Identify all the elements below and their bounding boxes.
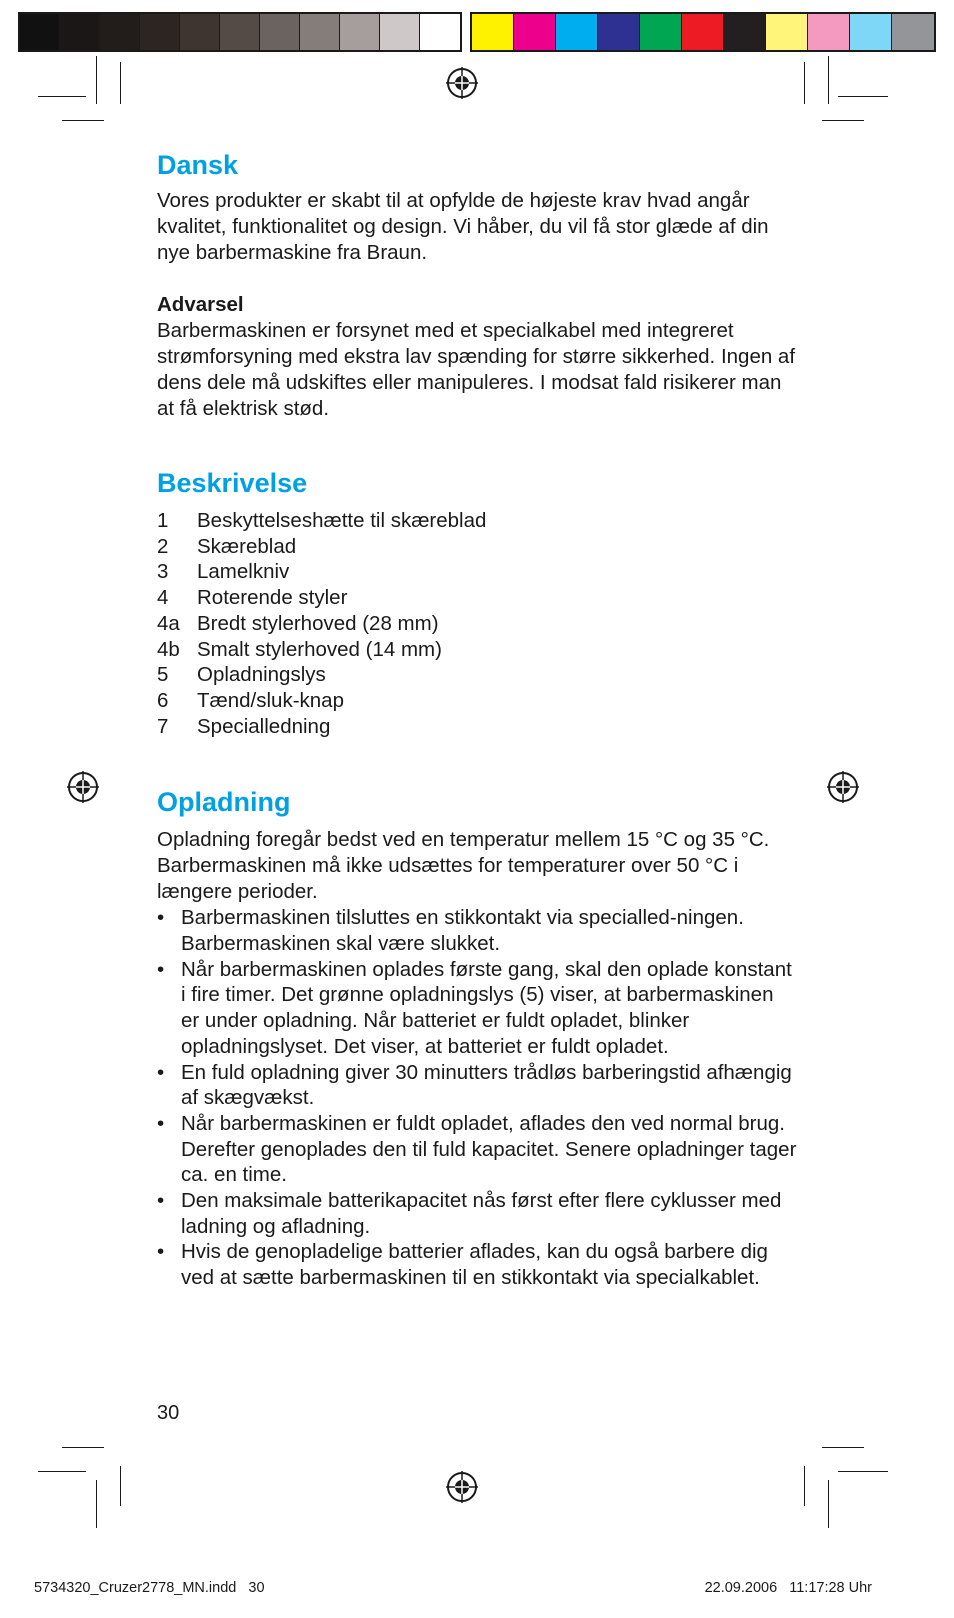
color-swatch xyxy=(556,14,598,50)
crop-mark xyxy=(822,120,864,121)
list-item-label: Lamelkniv xyxy=(197,560,290,584)
color-swatch xyxy=(60,14,100,50)
color-swatch xyxy=(140,14,180,50)
list-item-label: Bredt stylerhoved (28 mm) xyxy=(197,611,439,635)
list-item xyxy=(157,585,797,611)
list-item-number: 2 xyxy=(157,534,169,558)
page-number: 30 xyxy=(157,1402,180,1424)
charging-bullet-list xyxy=(157,905,797,1291)
bullet-icon: • xyxy=(157,1189,165,1213)
crop-mark xyxy=(120,62,121,104)
registration-mark-icon xyxy=(826,770,860,804)
registration-mark-icon xyxy=(66,770,100,804)
color-swatch xyxy=(220,14,260,50)
color-swatch xyxy=(180,14,220,50)
list-item-number: 1 xyxy=(157,509,169,532)
list-item-number: 7 xyxy=(157,714,169,738)
crop-mark xyxy=(96,56,97,104)
list-item-label: Beskyttelseshætte til skæreblad xyxy=(197,509,487,532)
list-item-number: 6 xyxy=(157,688,169,712)
section-title-opladning: Opladning xyxy=(157,787,291,818)
color-swatch xyxy=(850,14,892,50)
list-item xyxy=(157,637,797,663)
crop-mark xyxy=(804,62,805,104)
grayscale-color-bar xyxy=(18,12,462,52)
color-swatch xyxy=(340,14,380,50)
crop-mark xyxy=(838,96,888,97)
bullet-text: Den maksimale batterikapacitet nås først efter flere cyklusser med ladning og afladning. xyxy=(181,1189,782,1238)
bullet-item xyxy=(157,905,797,956)
list-item-number: 4a xyxy=(157,611,180,635)
crop-mark xyxy=(96,1480,97,1528)
crop-mark xyxy=(838,1471,888,1472)
crop-mark xyxy=(62,1447,104,1448)
bullet-icon: • xyxy=(157,1060,165,1084)
crop-mark xyxy=(120,1466,121,1506)
color-swatch xyxy=(260,14,300,50)
bullet-item xyxy=(157,1060,797,1111)
process-color-bar xyxy=(470,12,936,52)
list-item xyxy=(157,714,797,740)
list-item-number: 4b xyxy=(157,637,180,661)
color-swatch xyxy=(420,14,460,50)
bullet-icon: • xyxy=(157,1240,165,1264)
footer-timestamp: 22.09.2006 11:17:28 Uhr xyxy=(704,1580,872,1596)
crop-mark xyxy=(804,1466,805,1506)
list-item-number: 5 xyxy=(157,663,169,687)
list-item-number: 3 xyxy=(157,560,169,584)
color-swatch xyxy=(766,14,808,50)
bullet-item xyxy=(157,1111,797,1188)
bullet-text: Når barbermaskinen oplades første gang, skal den oplade konstant i fire timer. Det grønne opladningslys (5) viser, at barbermaskinen er under opladning. Når batteriet er fuldt opladet, blinker opladningslyset. Det viser, at batteriet er fuldt opladet. xyxy=(181,957,792,1058)
bullet-icon: • xyxy=(157,957,165,981)
color-swatch xyxy=(380,14,420,50)
page-content xyxy=(157,148,797,1291)
crop-mark xyxy=(38,96,86,97)
crop-mark xyxy=(62,120,104,121)
list-item-label: Specialledning xyxy=(197,714,331,738)
bullet-item xyxy=(157,1188,797,1239)
color-swatch xyxy=(514,14,556,50)
list-item-label: Skæreblad xyxy=(197,534,297,558)
bullet-item xyxy=(157,1239,797,1290)
description-list xyxy=(157,508,797,739)
color-swatch xyxy=(20,14,60,50)
list-item xyxy=(157,534,797,560)
bullet-text: En fuld opladning giver 30 minutters trådløs barberingstid afhængig af skægvækst. xyxy=(181,1060,792,1110)
list-item-label: Tænd/sluk-knap xyxy=(197,688,344,712)
color-swatch xyxy=(598,14,640,50)
registration-mark-icon xyxy=(445,1470,479,1504)
list-item-label: Smalt stylerhoved (14 mm) xyxy=(197,637,442,661)
color-swatch xyxy=(100,14,140,50)
registration-mark-icon xyxy=(445,66,479,100)
charging-intro: Opladning foregår bedst ved en temperatur mellem 15 °C og 35 °C. Barbermaskinen må ikke udsættes for temperaturer over 50 °C i længere perioder. xyxy=(157,828,770,904)
crop-mark xyxy=(828,1480,829,1528)
list-item-label: Opladningslys xyxy=(197,663,326,687)
bullet-icon: • xyxy=(157,906,165,930)
color-swatch xyxy=(300,14,340,50)
crop-mark xyxy=(822,1447,864,1448)
list-item xyxy=(157,508,797,534)
list-item xyxy=(157,611,797,637)
bullet-text: Hvis de genopladelige batterier aflades, kan du også barbere dig ved at sætte barbermaskinen til en stikkontakt via specialkablet. xyxy=(181,1240,768,1290)
color-swatch xyxy=(682,14,724,50)
warning-paragraph: Barbermaskinen er forsynet med et specialkabel med integreret strømforsyning med ekstra lav spænding for større sikkerhed. Ingen af dens dele må udskiftes eller manipuleres. I modsat fald risikerer man at få elektrisk stød. xyxy=(157,319,796,420)
color-swatch xyxy=(724,14,766,50)
color-swatch xyxy=(892,14,934,50)
crop-mark xyxy=(38,1471,86,1472)
bullet-icon: • xyxy=(157,1111,165,1135)
list-item-number: 4 xyxy=(157,586,169,610)
footer-file-info: 5734320_Cruzer2778_MN.indd 30 xyxy=(34,1580,265,1596)
section-title-dansk: Dansk xyxy=(157,150,239,180)
list-item-label: Roterende styler xyxy=(197,586,348,610)
warning-title: Advarsel xyxy=(157,293,244,316)
intro-paragraph: Vores produkter er skabt til at opfylde de højeste krav hvad angår kvalitet, funktionalitet og design. Vi håber, du vil få stor glæde af din nye barbermaskine fra Braun. xyxy=(157,189,769,264)
bullet-item xyxy=(157,957,797,1060)
list-item xyxy=(157,662,797,688)
bullet-text: Barbermaskinen tilsluttes en stikkontakt via specialled-ningen. Barbermaskinen skal være slukket. xyxy=(181,906,744,956)
color-swatch xyxy=(472,14,514,50)
color-swatch xyxy=(808,14,850,50)
section-title-beskrivelse: Beskrivelse xyxy=(157,468,308,498)
color-swatch xyxy=(640,14,682,50)
bullet-text: Når barbermaskinen er fuldt opladet, aflades den ved normal brug. Derefter genoplades den til fuld kapacitet. Senere opladninger tager ca. en time. xyxy=(181,1111,797,1187)
list-item xyxy=(157,559,797,585)
crop-mark xyxy=(828,56,829,104)
list-item xyxy=(157,688,797,714)
